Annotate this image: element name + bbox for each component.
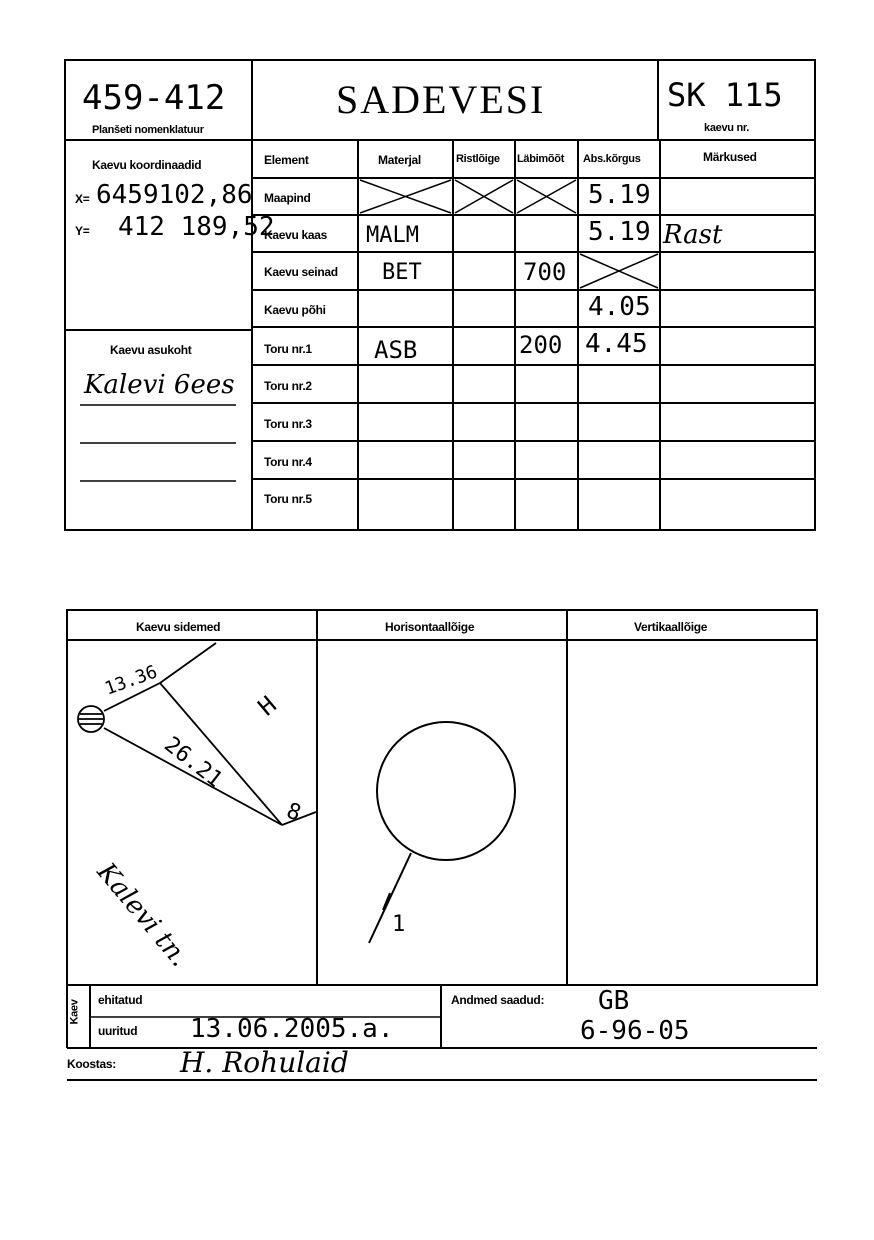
row-element: Toru nr.5 — [264, 492, 312, 506]
abs-height-value: 4.05 — [588, 292, 651, 322]
location-label: Kaevu asukoht — [110, 343, 192, 357]
surveyed-date: 13.06.2005.a. — [190, 1014, 394, 1044]
sketch-header-connections: Kaevu sidemed — [136, 620, 221, 634]
header-element: Element — [264, 153, 309, 167]
material-value: MALM — [366, 223, 419, 248]
header-abs-height: Abs.kõrgus — [583, 153, 641, 165]
sketch-header-horizontal: Horisontaallõige — [385, 620, 475, 634]
remarks-value: Rast — [663, 220, 723, 250]
page-title: SADEVESI — [336, 77, 546, 122]
point-mark: 8 — [283, 798, 305, 827]
row-element: Toru nr.2 — [264, 379, 312, 393]
row-element: Kaevu kaas — [264, 228, 328, 242]
row-element: Toru nr.1 — [264, 342, 312, 356]
sheet-number: 459-412 — [82, 78, 226, 118]
abs-height-value: 4.45 — [585, 329, 648, 359]
header-remarks: Märkused — [703, 150, 757, 164]
y-coordinate: 412 189,52 — [118, 212, 275, 242]
street-label: Kalevi tn. — [90, 857, 195, 973]
data-received-label: Andmed saadud: — [451, 993, 545, 1007]
row-element: Kaevu põhi — [264, 303, 326, 317]
dimension-label: 26.21 — [159, 732, 227, 793]
sketch-header-vertical: Vertikaallõige — [634, 620, 708, 634]
connection-sketch — [78, 643, 316, 825]
side-label: Kaev — [68, 999, 81, 1025]
well-number: SK 115 — [667, 76, 783, 114]
surveyed-label: uuritud — [98, 1024, 138, 1038]
well-circle — [377, 722, 515, 860]
diameter-value: 200 — [519, 331, 563, 359]
header-diameter: Läbimõõt — [517, 153, 565, 165]
y-prefix: Y= — [75, 224, 90, 238]
row-element: Kaevu seinad — [264, 265, 338, 279]
abs-height-value: 5.19 — [588, 180, 651, 210]
built-label: ehitatud — [98, 993, 143, 1007]
header-cross-section: Ristlõige — [456, 153, 500, 165]
hydrant-mark: H — [252, 690, 282, 722]
material-value: ASB — [374, 336, 418, 364]
compiled-label: Koostas: — [67, 1057, 116, 1071]
sheet-label: Planšeti nomenklatuur — [92, 124, 204, 136]
horizontal-section — [369, 722, 515, 943]
x-coordinate: 6459102,86 — [96, 180, 253, 210]
coordinates-label: Kaevu koordinaadid — [92, 158, 202, 172]
compiled-by: H. Rohulaid — [180, 1046, 349, 1079]
location-value: Kalevi 6ees — [84, 370, 235, 400]
row-element: Toru nr.3 — [264, 417, 312, 431]
diameter-value: 700 — [523, 258, 567, 286]
abs-height-value: 5.19 — [588, 217, 651, 247]
header-material: Materjal — [378, 153, 421, 167]
dimension-label: 13.36 — [102, 661, 161, 700]
data-received-value: GB — [598, 986, 630, 1016]
material-value: BET — [382, 260, 422, 285]
row-element: Toru nr.4 — [264, 455, 312, 469]
row-element: Maapind — [264, 191, 311, 205]
well-label: kaevu nr. — [704, 122, 749, 134]
data-received-value: 6-96-05 — [580, 1016, 690, 1046]
x-prefix: X= — [75, 192, 90, 206]
pipe-label: 1 — [392, 912, 406, 937]
